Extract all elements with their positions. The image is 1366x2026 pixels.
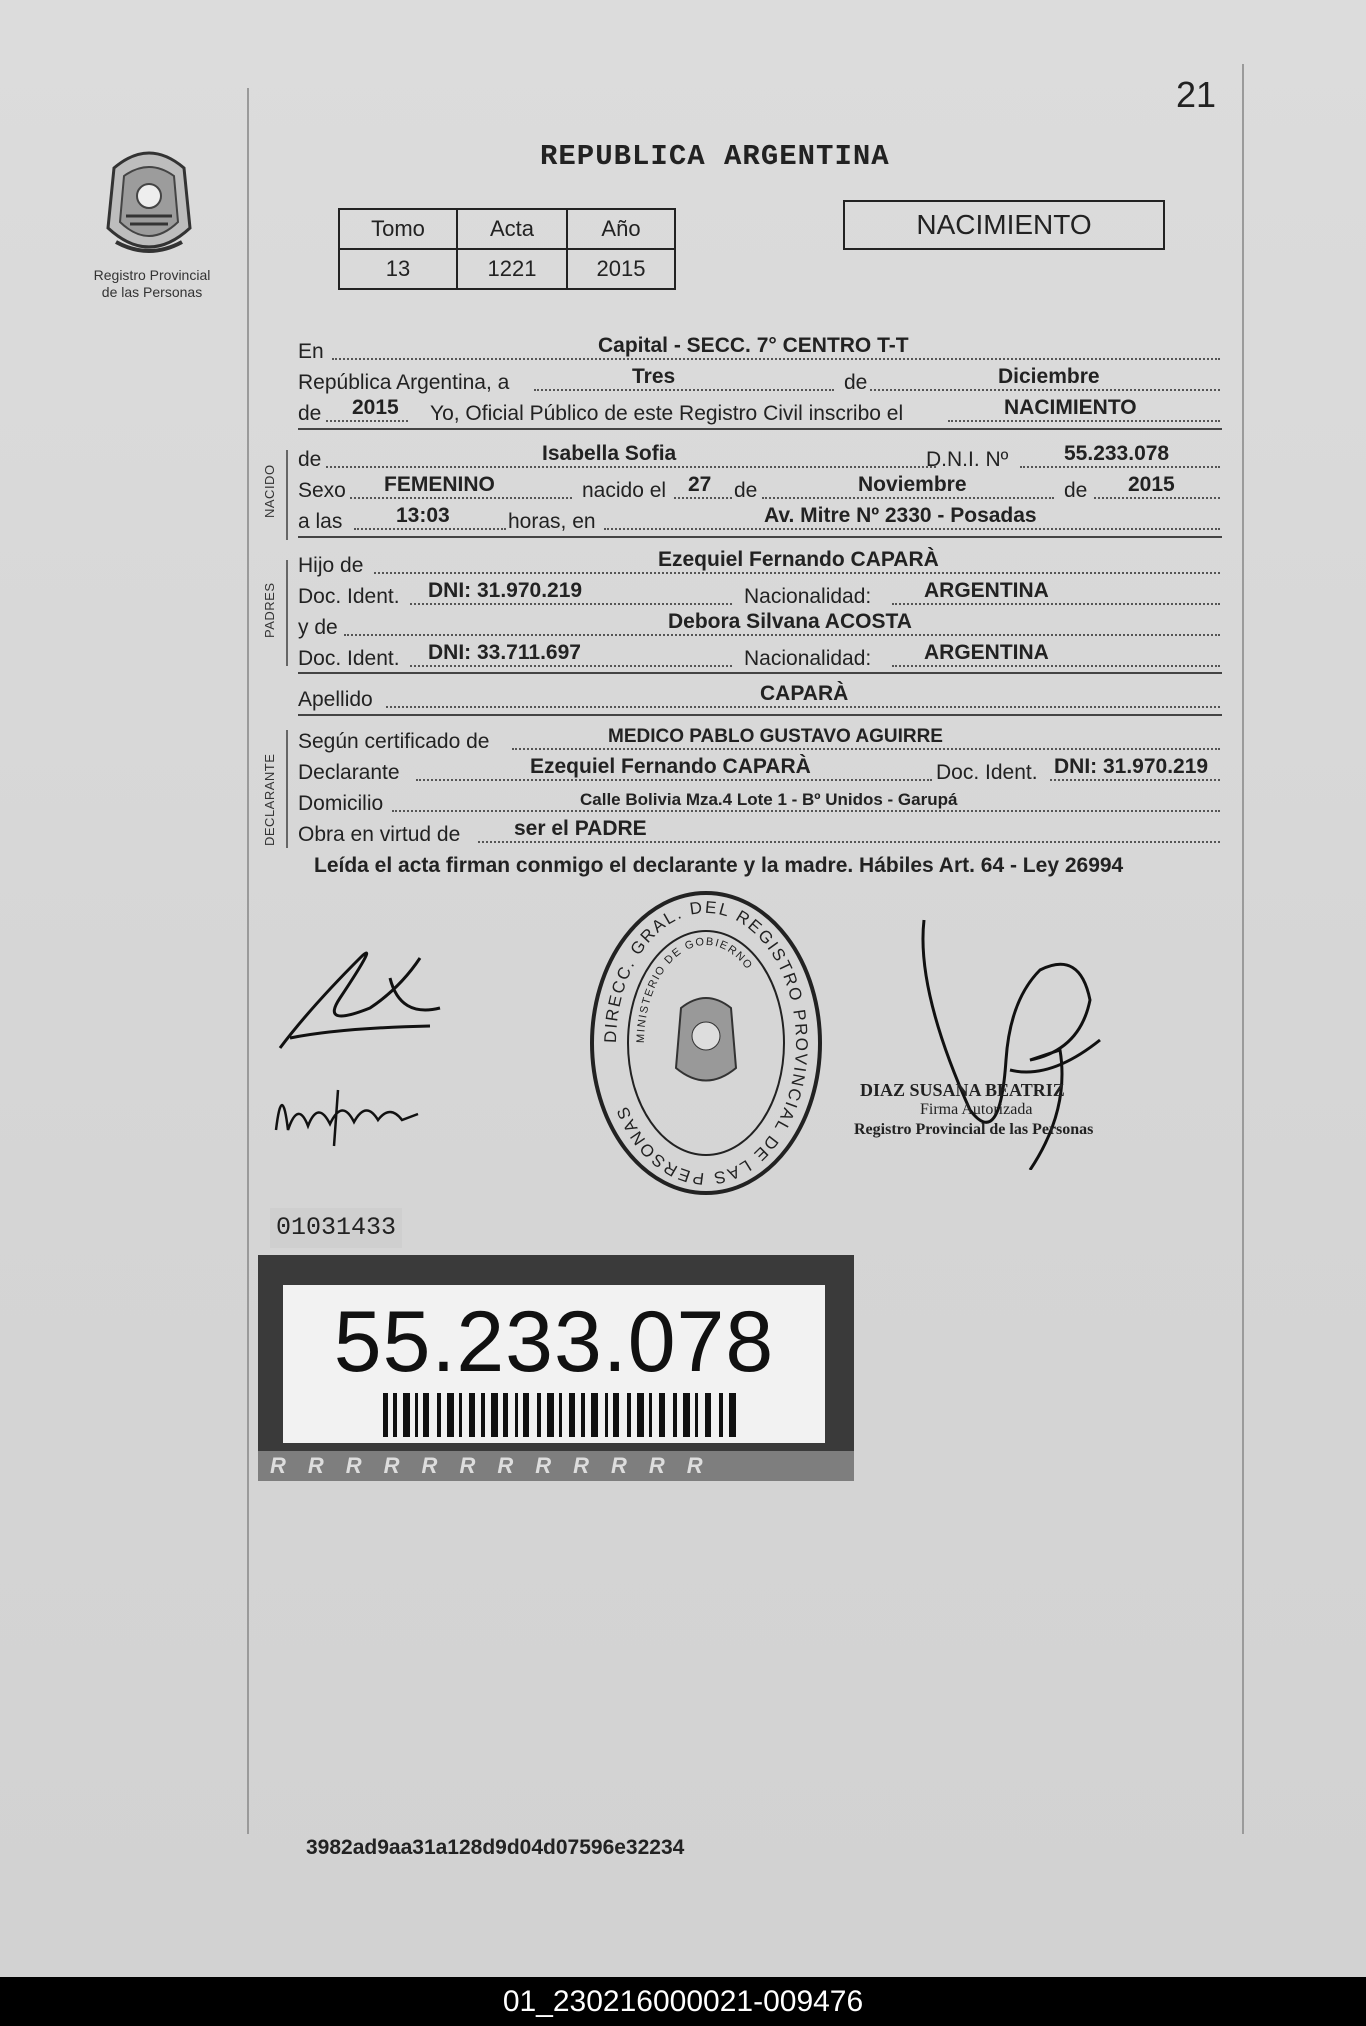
value-father-nationality: ARGENTINA bbox=[924, 579, 1049, 602]
label-de-anio: de bbox=[1064, 479, 1088, 502]
value-mother-nationality: ARGENTINA bbox=[924, 641, 1049, 664]
label-nacionalidad: Nacionalidad: bbox=[744, 585, 872, 608]
label-dni: D.N.I. Nº bbox=[926, 448, 1009, 471]
value-acta: 1221 bbox=[457, 249, 567, 289]
row-obra bbox=[298, 819, 1222, 849]
right-margin-line bbox=[1242, 64, 1244, 1834]
label-domicilio: Domicilio bbox=[298, 792, 384, 815]
province-logo bbox=[94, 138, 204, 266]
dotted-line bbox=[604, 528, 1220, 530]
label-de: de bbox=[844, 371, 868, 394]
value-birth-month: Noviembre bbox=[858, 473, 967, 496]
value-reason: ser el PADRE bbox=[514, 817, 647, 840]
value-declarant-name: Ezequiel Fernando CAPARÀ bbox=[530, 755, 811, 778]
value-father-dni: DNI: 31.970.219 bbox=[428, 579, 583, 602]
declarante-bracket bbox=[286, 730, 288, 848]
row-republica bbox=[298, 367, 1222, 397]
header-acta: Acta bbox=[457, 209, 567, 249]
dotted-line bbox=[392, 810, 1220, 812]
padres-section-label: PADRES bbox=[262, 582, 277, 638]
label-en: En bbox=[298, 340, 324, 363]
padres-bracket bbox=[286, 560, 288, 666]
value-mother-dni: DNI: 33.711.697 bbox=[428, 641, 581, 664]
signer-name: DIAZ SUSANA BEATRIZ bbox=[860, 1080, 1065, 1100]
label-nacionalidad-madre: Nacionalidad: bbox=[744, 647, 872, 670]
value-sex: FEMENINO bbox=[384, 473, 495, 496]
row-padre bbox=[298, 550, 1222, 580]
declarant-signature bbox=[270, 918, 450, 1068]
row-nombre bbox=[298, 444, 1222, 474]
value-surname: CAPARÀ bbox=[760, 682, 849, 705]
nacido-bracket bbox=[286, 450, 288, 540]
value-address: Calle Bolivia Mza.4 Lote 1 - Bº Unidos - Garupá bbox=[580, 790, 958, 809]
label-doc-ident: Doc. Ident. bbox=[298, 585, 400, 608]
section-rule bbox=[298, 672, 1222, 674]
value-birth-day: 27 bbox=[688, 473, 712, 496]
document-code: 01031433 bbox=[270, 1208, 402, 1248]
label-de-mes: de bbox=[734, 479, 758, 502]
dotted-line bbox=[762, 497, 1054, 499]
label-doc-ident-declarante: Doc. Ident. bbox=[936, 761, 1038, 784]
signer-office: Registro Provincial de las Personas bbox=[854, 1121, 1094, 1138]
value-year: 2015 bbox=[352, 396, 399, 419]
row-hora bbox=[298, 506, 1222, 536]
dotted-line bbox=[326, 466, 936, 468]
row-declarante bbox=[298, 757, 1222, 787]
page-number: 21 bbox=[1175, 74, 1216, 115]
barcode-label bbox=[258, 1255, 854, 1481]
value-day: Tres bbox=[632, 365, 676, 388]
logo-caption bbox=[78, 267, 226, 301]
row-padre-doc bbox=[298, 581, 1222, 611]
label-de2: de bbox=[298, 402, 322, 425]
dotted-line bbox=[892, 665, 1220, 667]
label-segun: Según certificado de bbox=[298, 730, 490, 753]
left-margin-line bbox=[247, 88, 249, 1834]
dotted-line bbox=[386, 706, 1220, 708]
value-father-name: Ezequiel Fernando CAPARÀ bbox=[658, 548, 939, 571]
value-tomo: 13 bbox=[339, 249, 457, 289]
value-anio: 2015 bbox=[567, 249, 675, 289]
dotted-line bbox=[1094, 497, 1220, 499]
section-rule bbox=[298, 428, 1222, 430]
row-domicilio bbox=[298, 788, 1222, 818]
dotted-line bbox=[512, 748, 1220, 750]
dotted-line bbox=[326, 420, 408, 422]
label-y-de: y de bbox=[298, 616, 338, 639]
dotted-line bbox=[892, 603, 1220, 605]
signature-caption bbox=[854, 1080, 1094, 1140]
registry-table bbox=[338, 208, 676, 290]
declarante-section-label: DECLARANTE bbox=[262, 753, 277, 846]
label-inscribo: Yo, Oficial Público de este Registro Civil inscribo el bbox=[430, 402, 904, 425]
row-segun bbox=[298, 726, 1222, 756]
dotted-line bbox=[674, 497, 732, 499]
dotted-line bbox=[534, 389, 834, 391]
header-anio: Año bbox=[567, 209, 675, 249]
dotted-line bbox=[948, 420, 1220, 422]
label-de-nombre: de bbox=[298, 448, 322, 471]
value-certificate: MEDICO PABLO GUSTAVO AGUIRRE bbox=[608, 726, 943, 747]
scan-footer-id: 01_230216000021-009476 bbox=[0, 1977, 1366, 2026]
label-a-las: a las bbox=[298, 510, 343, 533]
row-sexo bbox=[298, 475, 1222, 505]
label-sexo: Sexo bbox=[298, 479, 346, 502]
row-apellido bbox=[298, 684, 1222, 714]
dotted-line bbox=[410, 603, 732, 605]
logo-caption-line1: Registro Provincial bbox=[93, 267, 211, 283]
dotted-line bbox=[1050, 779, 1220, 781]
value-birth-place: Av. Mitre Nº 2330 - Posadas bbox=[764, 504, 1037, 527]
dotted-line bbox=[410, 665, 732, 667]
nacido-section-label: NACIDO bbox=[262, 464, 277, 518]
label-obra: Obra en virtud de bbox=[298, 823, 461, 846]
row-inscribo bbox=[298, 398, 1222, 428]
dotted-line bbox=[344, 634, 1220, 636]
label-declarante: Declarante bbox=[298, 761, 400, 784]
label-hijo-de: Hijo de bbox=[298, 554, 364, 577]
act-type-box: NACIMIENTO bbox=[843, 200, 1165, 250]
row-madre-doc bbox=[298, 643, 1222, 673]
dotted-line bbox=[354, 528, 506, 530]
logo-caption-line2: de las Personas bbox=[101, 284, 203, 300]
mother-signature bbox=[268, 1070, 428, 1150]
label-apellido: Apellido bbox=[298, 688, 373, 711]
official-seal bbox=[586, 888, 826, 1198]
header-tomo: Tomo bbox=[339, 209, 457, 249]
dotted-line bbox=[332, 358, 1220, 360]
closing-statement: Leída el acta firman conmigo el declarante y la madre. Hábiles Art. 64 - Ley 26994 bbox=[314, 854, 1124, 877]
value-child-name: Isabella Sofia bbox=[542, 442, 677, 465]
value-inscribo: NACIMIENTO bbox=[1004, 396, 1137, 419]
barcode-bars bbox=[383, 1393, 743, 1437]
section-rule bbox=[298, 714, 1222, 716]
section-rule bbox=[298, 536, 1222, 538]
barcode-number: 55.233.078 bbox=[333, 1294, 775, 1390]
value-birth-year: 2015 bbox=[1128, 473, 1175, 496]
seal-outer-text: DIRECC. GRAL. DEL REGISTRO PROVINCIAL DE LAS PERSONAS bbox=[600, 897, 812, 1189]
row-madre bbox=[298, 612, 1222, 642]
signer-role: Firma Autorizada bbox=[920, 1101, 1033, 1118]
security-pattern-strip: RRRRRRRRRRRR bbox=[258, 1451, 854, 1481]
value-mother-name: Debora Silvana ACOSTA bbox=[668, 610, 912, 633]
dotted-line bbox=[1020, 466, 1220, 468]
barcode-card bbox=[283, 1285, 825, 1443]
label-republica: República Argentina, a bbox=[298, 371, 510, 394]
registry-header-row bbox=[339, 209, 675, 249]
dotted-line bbox=[416, 779, 932, 781]
label-horas-en: horas, en bbox=[508, 510, 596, 533]
dotted-line bbox=[478, 841, 1220, 843]
value-month: Diciembre bbox=[998, 365, 1100, 388]
label-doc-ident-madre: Doc. Ident. bbox=[298, 647, 400, 670]
document-title: REPUBLICA ARGENTINA bbox=[540, 140, 890, 173]
dotted-line bbox=[350, 497, 572, 499]
seal-inner-text: MINISTERIO DE GOBIERNO bbox=[634, 935, 755, 1044]
value-child-dni: 55.233.078 bbox=[1064, 442, 1170, 465]
label-nacido-el: nacido el bbox=[582, 479, 667, 502]
dotted-line bbox=[374, 572, 1220, 574]
dotted-line bbox=[870, 389, 1220, 391]
document-hash: 3982ad9aa31a128d9d04d07596e32234 bbox=[306, 1836, 685, 1859]
value-declarant-dni: DNI: 31.970.219 bbox=[1054, 755, 1209, 778]
value-birth-time: 13:03 bbox=[396, 504, 450, 527]
value-location: Capital - SECC. 7° CENTRO T-T bbox=[598, 334, 909, 357]
row-en bbox=[298, 336, 1222, 366]
registry-value-row bbox=[339, 249, 675, 289]
